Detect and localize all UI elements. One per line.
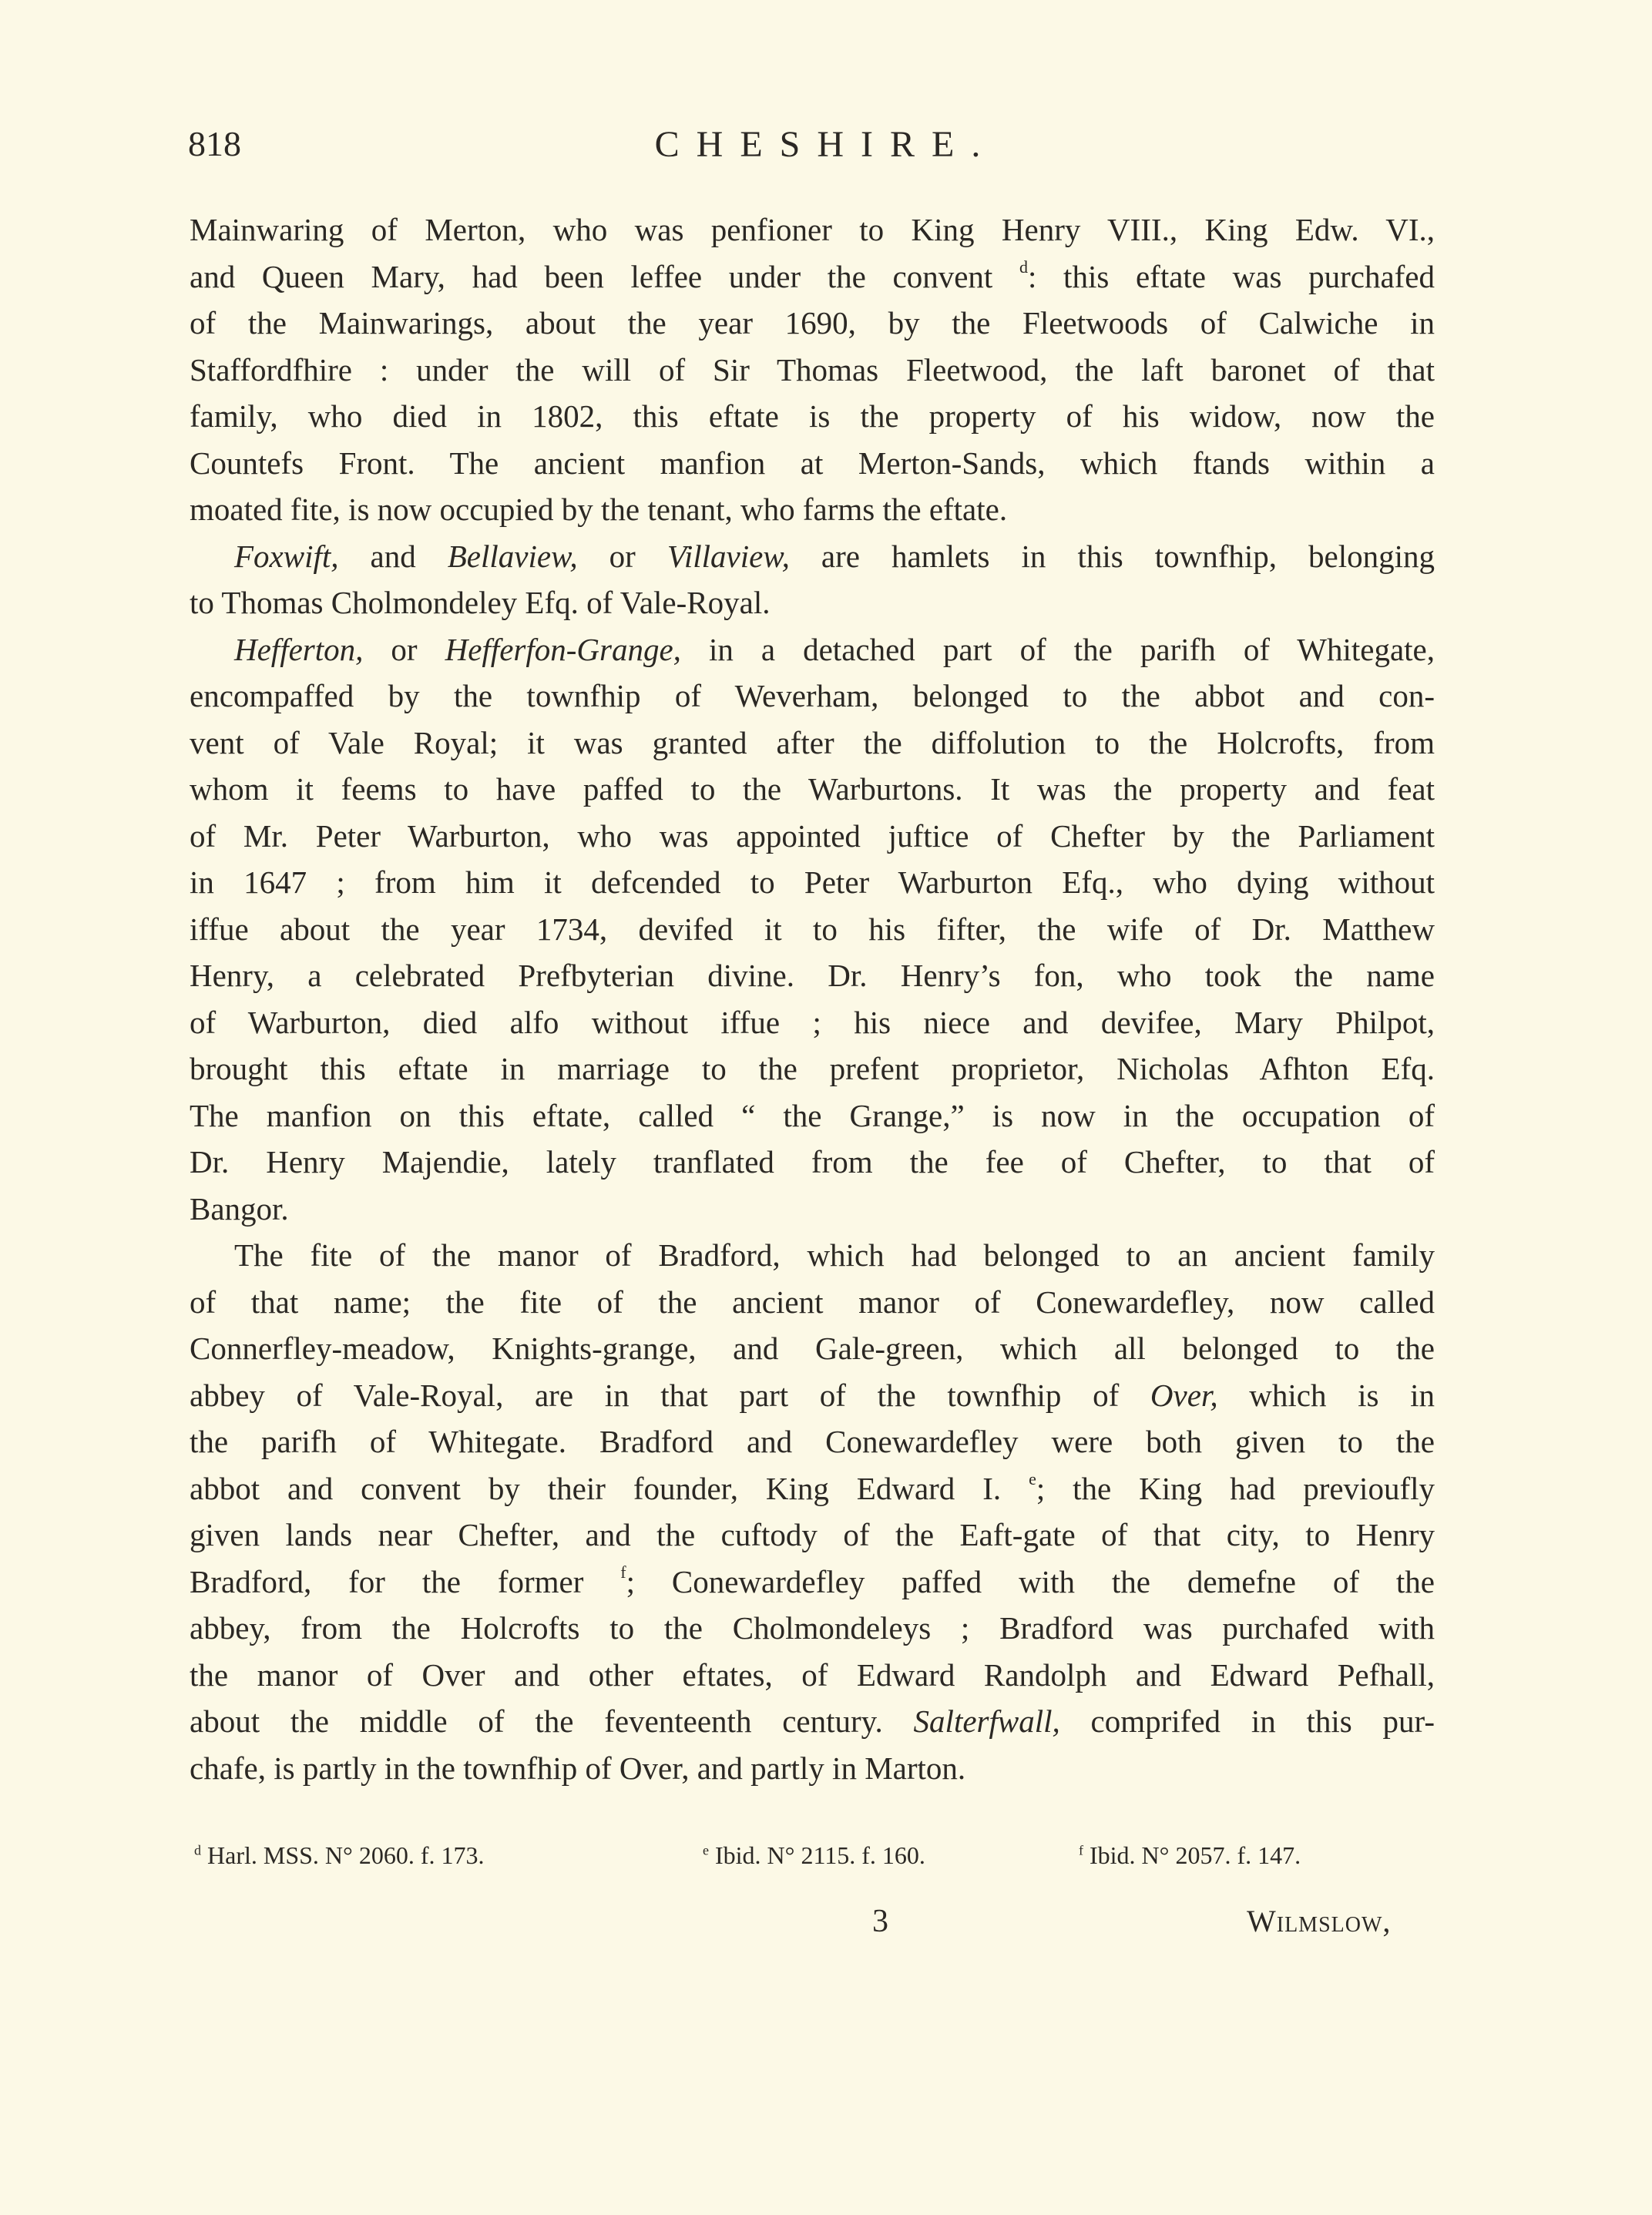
italic-place-name: Hefferfon-Grange, bbox=[445, 631, 681, 667]
footnote-f bbox=[1079, 1841, 1301, 1870]
text-line bbox=[190, 1372, 1435, 1419]
footnote-reference: f bbox=[620, 1562, 626, 1582]
text-line bbox=[190, 1605, 1435, 1652]
text-run: and bbox=[338, 538, 448, 574]
text-run: about the middle of the feventeenth century. bbox=[190, 1703, 914, 1739]
text-line bbox=[190, 1139, 1435, 1186]
text-line bbox=[190, 206, 1435, 253]
text-run: to Thomas Cholmondeley Efq. of Vale-Royal. bbox=[190, 585, 771, 620]
signature-mark: 3 bbox=[872, 1904, 888, 1939]
text-run: in 1647 ; from him it defcended to Peter Warburton Efq., who dying without bbox=[190, 864, 1435, 900]
text-run: abbot and convent by their founder, King Edward I. bbox=[190, 1470, 1029, 1506]
text-line bbox=[190, 906, 1435, 953]
text-run: moated fite, is now occupied by the tenant, who farms the eftate. bbox=[190, 492, 1008, 527]
text-run: are hamlets in this townfhip, belonging bbox=[789, 538, 1435, 574]
footnote-text: Harl. MSS. N° 2060. f. 173. bbox=[207, 1841, 485, 1869]
text-line bbox=[190, 859, 1435, 906]
text-run: the manor of Over and other eftates, of Edward Randolph and Edward Pefhall, bbox=[190, 1656, 1435, 1693]
text-line bbox=[190, 300, 1435, 347]
text-run: in a detached part of the parifh of Whitegate, bbox=[680, 631, 1435, 667]
body-text bbox=[190, 206, 1435, 1791]
text-line bbox=[190, 1232, 1435, 1279]
text-run: comprifed in this pur- bbox=[1059, 1703, 1435, 1739]
text-line bbox=[190, 720, 1435, 767]
text-line bbox=[190, 1652, 1435, 1699]
text-run: and Queen Mary, had been leffee under the convent bbox=[190, 258, 1019, 294]
text-run: The fite of the manor of Bradford, which had belonged to an ancient family bbox=[234, 1237, 1435, 1273]
text-run: Bradford, for the former bbox=[190, 1563, 621, 1599]
page-number: 818 bbox=[188, 124, 241, 163]
text-line bbox=[190, 952, 1435, 999]
text-run: whom it feems to have paffed to the Warburtons. It was the property and feat bbox=[190, 771, 1435, 807]
text-run: Dr. Henry Majendie, lately tranflated from the fee of Chefter, to that of bbox=[190, 1144, 1435, 1180]
text-line bbox=[190, 1698, 1435, 1745]
text-line bbox=[190, 673, 1435, 720]
text-run: ; Conewardefley paffed with the demefne of the bbox=[626, 1563, 1435, 1599]
text-run: iffue about the year 1734, devifed it to his fifter, the wife of Dr. Matthew bbox=[190, 911, 1435, 947]
footnote-e bbox=[703, 1841, 925, 1870]
footnote-reference: e bbox=[1029, 1468, 1036, 1488]
footnote-mark: d bbox=[194, 1842, 201, 1858]
text-line bbox=[190, 533, 1435, 580]
text-line bbox=[190, 253, 1435, 300]
text-line bbox=[190, 486, 1435, 533]
text-run: which is in bbox=[1217, 1377, 1435, 1413]
text-run: : this eftate was purchafed bbox=[1028, 258, 1435, 294]
text-run: Mainwaring of Merton, who was penfioner to King Henry VIII., King Edw. VI., bbox=[190, 212, 1435, 247]
text-run: or bbox=[577, 538, 667, 574]
text-line bbox=[190, 813, 1435, 860]
text-run: family, who died in 1802, this eftate is the property of his widow, now the bbox=[190, 398, 1435, 434]
text-run: abbey of Vale-Royal, are in that part of the townfhip of bbox=[190, 1377, 1150, 1413]
text-run: Henry, a celebrated Prefbyterian divine. Dr. Henry’s fon, who took the name bbox=[190, 958, 1435, 993]
italic-place-name: Foxwift, bbox=[234, 538, 339, 574]
text-run: of the Mainwarings, about the year 1690, by the Fleetwoods of Calwiche in bbox=[190, 305, 1435, 341]
text-line bbox=[190, 1279, 1435, 1326]
running-title: CHESHIRE. bbox=[654, 124, 998, 165]
catchword: Wilmslow, bbox=[1247, 1904, 1392, 1938]
text-line bbox=[190, 1418, 1435, 1465]
italic-place-name: Over, bbox=[1150, 1377, 1218, 1413]
text-line bbox=[190, 999, 1435, 1046]
footnote-text: Ibid. N° 2115. f. 160. bbox=[715, 1841, 925, 1869]
footnote-text: Ibid. N° 2057. f. 147. bbox=[1090, 1841, 1301, 1869]
italic-place-name: Villaview, bbox=[667, 538, 790, 574]
footnote-mark: f bbox=[1079, 1842, 1083, 1858]
text-run: given lands near Chefter, and the cuftody of the Eaft-gate of that city, to Henry bbox=[190, 1517, 1435, 1552]
text-line bbox=[190, 1559, 1435, 1606]
text-line bbox=[190, 1045, 1435, 1092]
text-line bbox=[190, 626, 1435, 673]
text-line bbox=[190, 1745, 1435, 1792]
text-line bbox=[190, 1512, 1435, 1559]
text-run: Countefs Front. The ancient manfion at Merton-Sands, which ftands within a bbox=[190, 445, 1435, 481]
text-run: The manfion on this eftate, called “ the Grange,” is now in the occupation of bbox=[190, 1097, 1435, 1133]
text-line bbox=[190, 1325, 1435, 1372]
text-run: the parifh of Whitegate. Bradford and Conewardefley were both given to the bbox=[190, 1424, 1435, 1459]
text-run: of Warburton, died alfo without iffue ; his niece and devifee, Mary Philpot, bbox=[190, 1004, 1435, 1040]
text-run: of that name; the fite of the ancient manor of Conewardefley, now called bbox=[190, 1284, 1435, 1320]
footnote-mark: e bbox=[703, 1842, 709, 1858]
text-run: vent of Vale Royal; it was granted after the diffolution to the Holcrofts, from bbox=[190, 724, 1435, 760]
italic-place-name: Salterfwall, bbox=[913, 1703, 1060, 1739]
text-line bbox=[190, 393, 1435, 440]
text-line bbox=[190, 347, 1435, 394]
text-run: ; the King had previoufly bbox=[1036, 1470, 1435, 1506]
text-run: Staffordfhire : under the will of Sir Thomas Fleetwood, the laft baronet of that bbox=[190, 351, 1435, 388]
text-line bbox=[190, 766, 1435, 813]
text-line bbox=[190, 1092, 1435, 1139]
text-run: Bangor. bbox=[190, 1190, 289, 1227]
text-run: brought this eftate in marriage to the prefent proprietor, Nicholas Afhton Efq. bbox=[190, 1051, 1435, 1086]
text-line bbox=[190, 1465, 1435, 1512]
italic-place-name: Hefferton, bbox=[234, 631, 364, 667]
italic-place-name: Bellaview, bbox=[447, 538, 578, 574]
footnote-reference: d bbox=[1019, 257, 1028, 277]
text-run: encompaffed by the townfhip of Weverham, belonged to the abbot and con- bbox=[190, 678, 1435, 713]
text-line bbox=[190, 579, 1435, 626]
text-run: chafe, is partly in the townfhip of Over, and partly in Marton. bbox=[190, 1750, 966, 1786]
text-line bbox=[190, 1186, 1435, 1233]
footnote-d bbox=[194, 1841, 484, 1870]
text-run: Connerfley-meadow, Knights-grange, and Gale-green, which all belonged to the bbox=[190, 1331, 1435, 1366]
text-run: or bbox=[363, 631, 445, 667]
text-line bbox=[190, 440, 1435, 487]
text-run: abbey, from the Holcrofts to the Cholmondeleys ; Bradford was purchafed with bbox=[190, 1610, 1435, 1646]
text-run: of Mr. Peter Warburton, who was appointed juftice of Chefter by the Parliament bbox=[190, 817, 1435, 854]
